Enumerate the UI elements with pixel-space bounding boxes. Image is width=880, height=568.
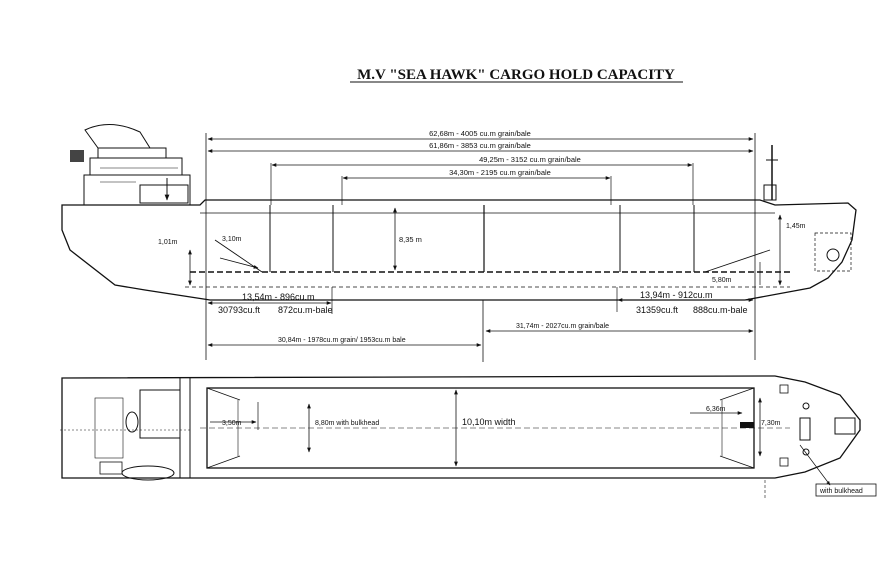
hold-bulkheads xyxy=(270,205,694,272)
dim-aft-block-length: 13,54m - 896cu.m xyxy=(242,292,315,302)
dim-fwd-half: 31,74m - 2027cu.m grain/bale xyxy=(516,323,609,330)
engine-casing xyxy=(140,390,180,438)
dim-fwd-height: 1,45m xyxy=(786,223,806,230)
ship-profile xyxy=(62,124,856,362)
page-title: M.V "SEA HAWK" CARGO HOLD CAPACITY xyxy=(357,67,675,83)
dim-aft-low: 1,01m xyxy=(158,239,178,246)
superstructure xyxy=(70,124,190,205)
dim-plan-fwd-width: 7,30m xyxy=(761,420,781,427)
dim-second-length: 61,86m - 3853 cu.m grain/bale xyxy=(429,141,531,150)
dim-fourth-length: 34,30m - 2195 cu.m grain/bale xyxy=(449,168,551,177)
dim-aft-half: 30,84m - 1978cu.m grain/ 1953cu.m bale xyxy=(278,337,406,344)
dim-plan-aft-slope: 3,50m xyxy=(222,420,242,427)
dim-total-length: 62,68m - 4005 cu.m grain/bale xyxy=(429,129,531,138)
dim-fwd-block-bale: 888cu.m-bale xyxy=(693,305,748,315)
dim-fwd-block-cuft: 31359cu.ft xyxy=(636,305,679,315)
dim-aft-block-cuft: 30793cu.ft xyxy=(218,305,261,315)
dim-plan-fwd-slope: 6,36m xyxy=(706,406,726,413)
anchor-icon xyxy=(827,249,839,261)
dim-plan-bulkhead-width: 8,80m with bulkhead xyxy=(315,420,380,427)
plan-note-label: with bulkhead xyxy=(820,488,863,495)
aft-machinery xyxy=(95,398,123,458)
dim-aft-block-bale: 872cu.m-bale xyxy=(278,305,333,315)
hull-profile-outline xyxy=(62,200,856,300)
dim-hold-depth: 8,35 m xyxy=(399,235,422,244)
windlass-icon xyxy=(800,418,810,440)
dim-fwd-block-length: 13,94m - 912cu.m xyxy=(640,290,713,300)
dim-plan-width: 10,10m width xyxy=(462,417,516,427)
dim-aft-slope: 3,10m xyxy=(222,236,242,243)
ship-plan xyxy=(60,376,876,500)
top-dimension-lines xyxy=(208,129,753,205)
dim-third-length: 49,25m - 3152 cu.m grain/bale xyxy=(479,155,581,164)
dim-fwd-low: 5,80m xyxy=(712,277,732,284)
